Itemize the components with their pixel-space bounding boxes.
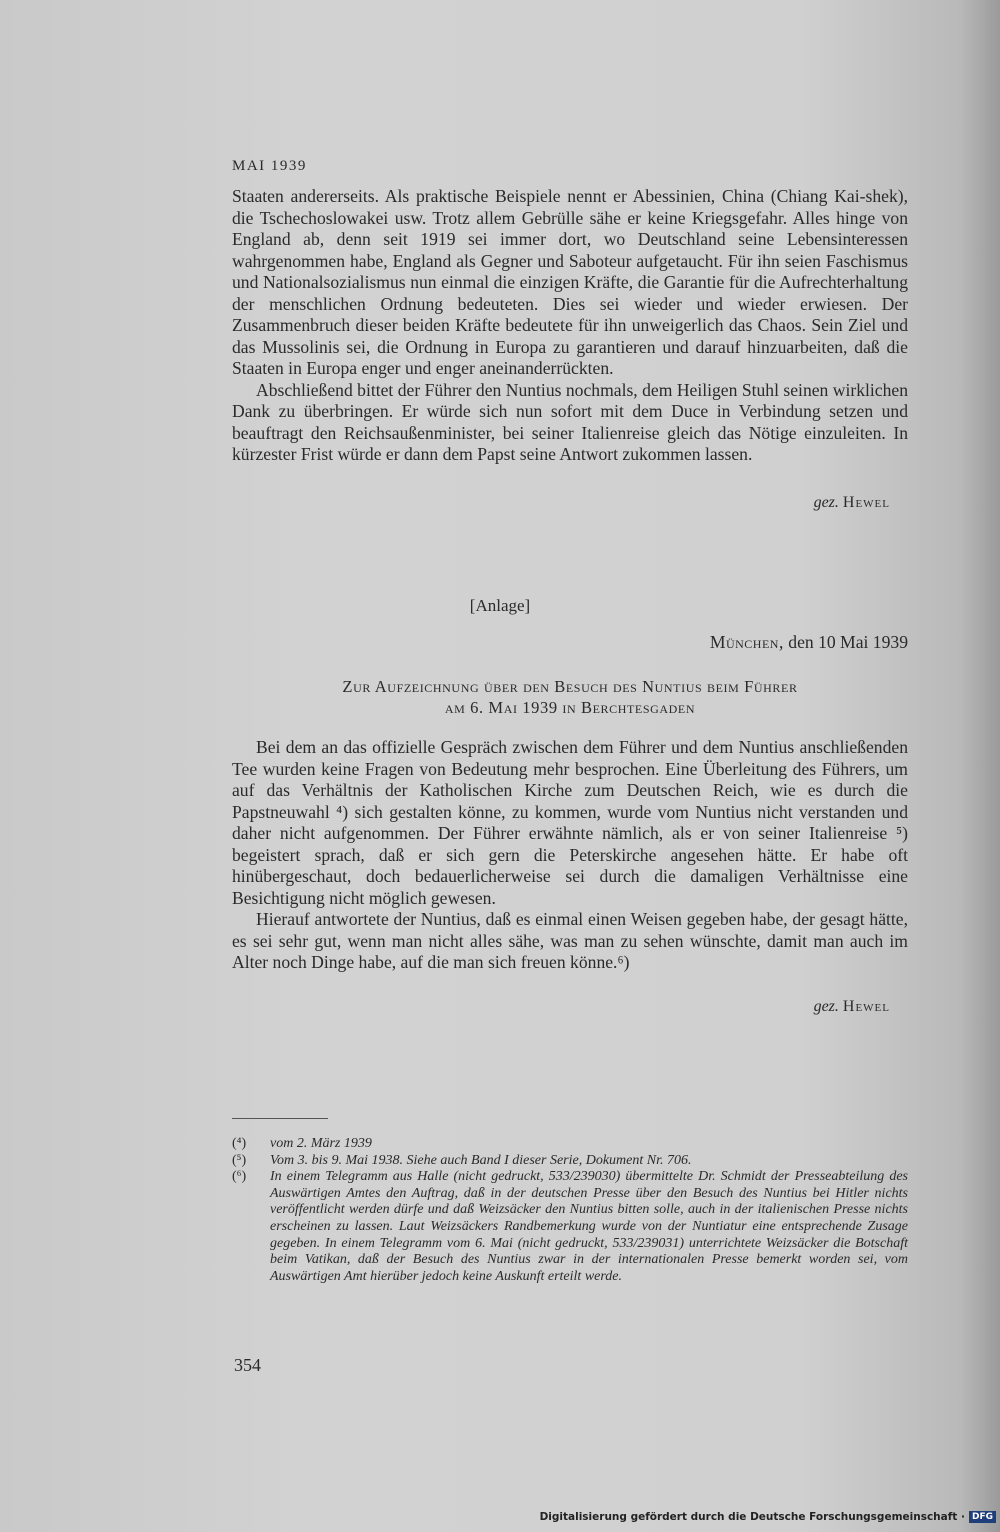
- footnote-divider: [232, 1118, 328, 1119]
- footnote-mark: (⁵): [232, 1152, 247, 1168]
- signature-name: Hewel: [842, 494, 890, 511]
- footnote-text: Vom 3. bis 9. Mai 1938. Siehe auch Band I dieser Serie, Dokument Nr. 706.: [270, 1152, 692, 1168]
- footnote-text: vom 2. März 1939: [270, 1136, 372, 1151]
- heading-line: am 6. Mai 1939 in Berchtesgaden: [444, 698, 696, 717]
- heading-line: Zur Aufzeichnung über den Besuch des Nuntius beim Führer: [342, 677, 798, 696]
- dfg-logo-icon: DFG: [969, 1511, 996, 1523]
- paragraph: Hierauf antwortete der Nuntius, daß es einmal einen Weisen gegeben habe, der gesagt hätte, es sei sehr gut, wenn man nicht alles sähe, was man zu sehen wünschte, damit man auch im Alter noch Dinge habe, auf die man sich freuen könne.⁶): [232, 909, 908, 972]
- signature-prefix: gez.: [813, 998, 839, 1015]
- body-continuation: [232, 186, 908, 466]
- annex-heading: [232, 676, 908, 718]
- running-head: MAI 1939: [232, 158, 307, 174]
- place-date: [710, 632, 908, 653]
- paragraph: Bei dem an das offizielle Gespräch zwischen dem Führer und dem Nuntius anschließenden Tee wurden keine Fragen von Bedeutung mehr besprochen. Eine Überleitung des Führers, um auf das Verhältnis der Katholischen Kirche zum Deutschen Reich, wie es durch die Papstneuwahl ⁴) sich gestalten könne, zu kommen, wurde vom Nuntius nicht verstanden und daher nicht aufgenommen. Der Führer erwähnte nämlich, als er von seiner Italienreise ⁵) begeistert sprach, daß er sich gern die Peterskirche angesehen hätte. Er habe oft hinübergeschaut, doch bedauerlicherweise sei durch die damaligen Verhältnisse eine Besichtigung nicht möglich gewesen.: [232, 737, 908, 908]
- date: den 10 Mai 1939: [788, 632, 908, 652]
- footnote-text: In einem Telegramm aus Halle (nicht gedruckt, 533/239030) übermittelte Dr. Schmidt der Presseabteilung des Auswärtigen Amtes den Auftrag, daß in der deutschen Presse über den Besuch des Nuntius bei Hitler nichts veröffentlicht werden dürfe und daß Weizsäcker den Nuntius bitten solle, auch in der italienischen Presse nichts erscheinen zu lassen. Laut Weizsäckers Randbemerkung wurde von der Nuntiatur eine entsprechende Zusage gegeben. In einem Telegramm vom 6. Mai (nicht gedruckt, 533/239031) unterrichtete Weizsäcker die Botschaft beim Vatikan, daß der Besuch des Nuntius zwar in der internationalen Presse bemerkt worden sei, vom Auswärtigen Amt hierüber jedoch keine Auskunft erteilt werde.: [270, 1169, 908, 1284]
- page-number: 354: [234, 1355, 261, 1375]
- footnote-mark: (⁴): [232, 1136, 247, 1151]
- annex-body: [232, 737, 908, 974]
- signature-prefix: gez.: [813, 494, 839, 511]
- footnote: [232, 1136, 908, 1153]
- signature-name: Hewel: [842, 998, 890, 1015]
- signature: [814, 494, 890, 512]
- footnote: [232, 1169, 908, 1285]
- dfg-credit: [540, 1508, 996, 1526]
- dfg-credit-text: Digitalisierung gefördert durch die Deutsche Forschungsgemeinschaft ·: [539, 1511, 965, 1523]
- paragraph: Abschließend bittet der Führer den Nuntius nochmals, dem Heiligen Stuhl seinen wirklichen Dank zu überbringen. Er würde sich nun sofort mit dem Duce in Verbindung setzen und beauftragt den Reichsaußenminister, bei seiner Italienreise gleich das Nötige einzuleiten. In kürzester Frist würde er dann dem Papst seine Antwort zukommen lassen.: [232, 379, 908, 464]
- footnote-mark: (⁶): [232, 1169, 247, 1185]
- annex-label: [Anlage]: [469, 596, 531, 615]
- paragraph: Staaten andererseits. Als praktische Beispiele nennt er Abessinien, China (Chiang Kai-shek), die Tschechoslowakei usw. Trotz allem Gebrülle sähe er keine Kriegsgefahr. Alles hinge von England ab, denn seit 1919 sei immer dort, wo Deutschland seine Lebensinteressen wahrgenommen habe, England als Gegner und Saboteur aufgetaucht. Für ihn seien Faschismus und Nationalsozialismus nun einmal die einzigen Kräfte, die Garantie für die Aufrechterhaltung der menschlichen Ordnung bedeuteten. Dies sei wieder und wieder erwiesen. Der Zusammenbruch dieser beiden Kräfte bedeutete für ihn unweigerlich das Chaos. Sein Ziel und das Mussolinis sei, die Ordnung in Europa zu garantieren und darauf hinzuarbeiten, daß die Staaten in Europa enger und enger aneinanderrückten.: [232, 186, 908, 378]
- place-city: München,: [709, 632, 784, 652]
- signature: [814, 998, 890, 1016]
- footnotes: [232, 1136, 908, 1285]
- footnote: [232, 1153, 908, 1170]
